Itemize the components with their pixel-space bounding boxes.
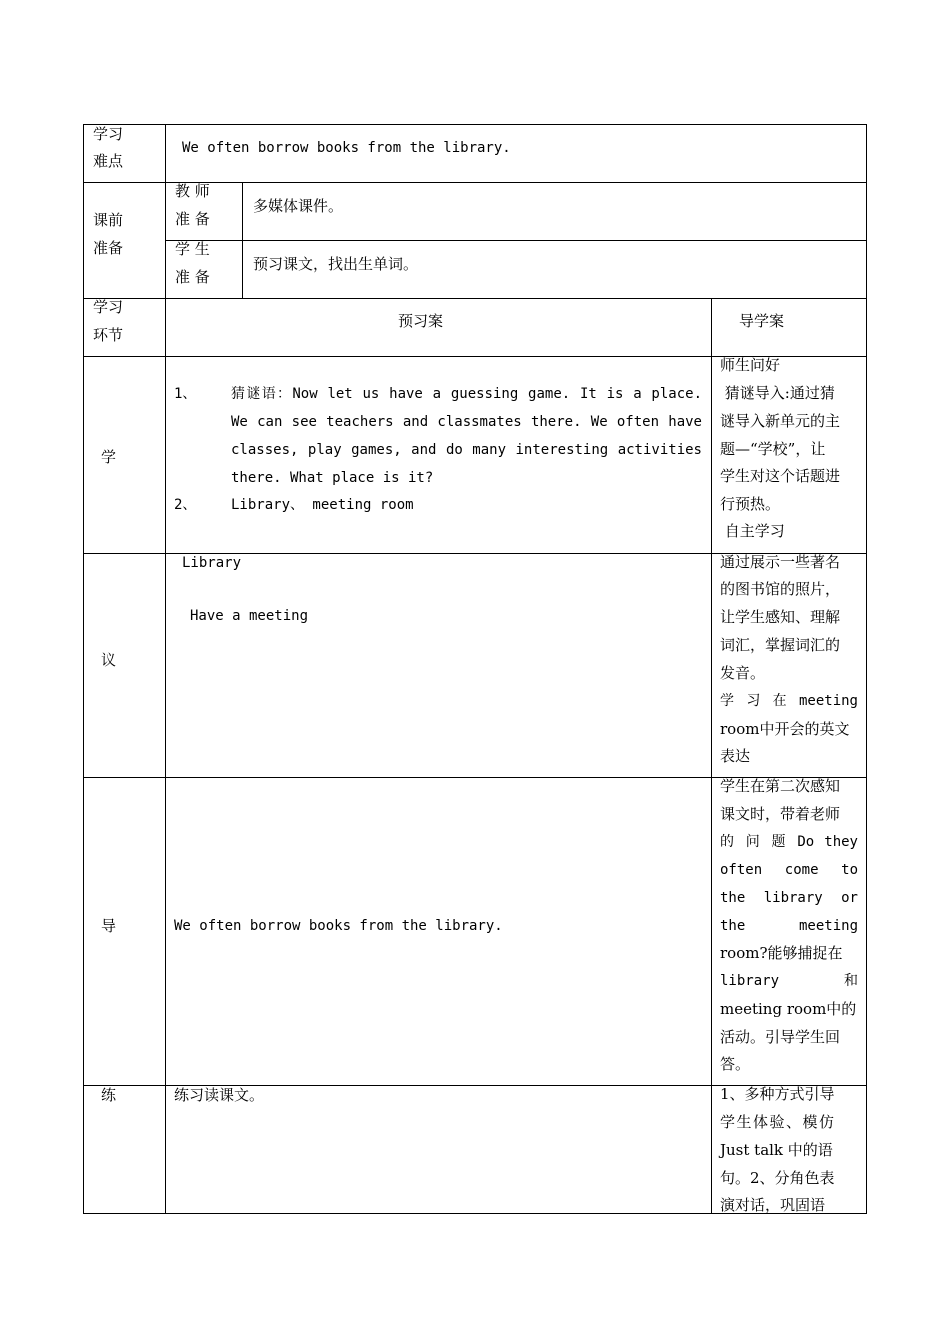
xue-item2-number: 2、 [174, 497, 197, 513]
stage-label-line2: 环节 [93, 326, 124, 344]
table-border-right [866, 124, 867, 1214]
yi-guide-line: 表达 [720, 747, 751, 765]
teacher-prep-content: 多媒体课件。 [253, 197, 344, 215]
section-label-yi: 议 [101, 651, 117, 669]
dao-guide-line: often come to [720, 862, 858, 878]
xue-guide-line: 学生对这个话题进 [720, 467, 841, 485]
dao-guide-line: library 和 [720, 973, 858, 989]
xue-item2-text: Library、 meeting room [231, 497, 414, 513]
table-border-left [83, 124, 84, 1214]
yi-guide-line: 通过展示一些著名 [720, 553, 841, 571]
xue-guide-line: 猜谜导入:通过猜 [720, 384, 835, 402]
dao-guide-line: room?能够捕捉在 [720, 944, 843, 962]
column-divider [242, 182, 243, 299]
dao-guide-line: meeting room中的 [720, 1000, 857, 1018]
dao-guide-line: 答。 [720, 1055, 751, 1073]
prep-label-line1: 课前 [93, 211, 124, 229]
xue-item1-number: 1、 [174, 386, 197, 402]
yi-guide-line: room中开会的英文 [720, 720, 850, 738]
xue-item1-line2: We can see teachers and classmates there. We often have [231, 414, 702, 430]
difficulty-content: We often borrow books from the library. [182, 140, 511, 156]
yi-guide-line: 让学生感知、理解 [720, 608, 841, 626]
xue-guide-line: 题—“学校”，让 [720, 440, 826, 458]
xue-guide-line: 自主学习 [720, 522, 785, 540]
lian-guide-line: 学生体验、模仿 [720, 1113, 836, 1131]
xue-item1-line4: there. What place is it? [231, 470, 434, 486]
difficulty-label-line1: 学习 [93, 125, 124, 143]
dao-guide-line: the library or [720, 890, 858, 906]
lian-guide-line: 句。2、分角色表 [720, 1169, 835, 1187]
yi-guide-line: 发音。 [720, 664, 766, 682]
prep-label-line2: 准备 [93, 239, 124, 257]
yi-line-have-a-meeting: Have a meeting [190, 608, 309, 624]
row-divider [165, 240, 867, 241]
student-prep-label-line2: 准 备 [175, 268, 210, 286]
yi-guide-line: 的图书馆的照片， [720, 580, 841, 598]
lian-guide-line: 演对话，巩固语 [720, 1196, 826, 1214]
section-label-dao: 导 [101, 917, 117, 935]
lian-guide-line: 1、多种方式引导 [720, 1085, 835, 1103]
dao-guide-line: 学生在第二次感知 [720, 777, 841, 795]
xue-guide-line: 谜导入新单元的主 [720, 412, 841, 430]
row-divider [83, 298, 867, 299]
dao-guide-line: the meeting [720, 918, 858, 934]
teacher-prep-label-line2: 准 备 [175, 210, 210, 228]
xue-guide-line: 行预热。 [720, 495, 781, 513]
xue-item1-line1: 猜谜语：Now let us have a guessing game. It is a place. [231, 386, 702, 402]
dao-guide-line: 的 问 题 Do they [720, 834, 858, 850]
section-label-xue: 学 [101, 448, 117, 466]
yi-guide-line: 学 习 在 meeting [720, 693, 858, 709]
student-prep-content: 预习课文，找出生单词。 [253, 255, 419, 273]
difficulty-label-line2: 难点 [93, 152, 124, 170]
yi-guide-line: 词汇，掌握词汇的 [720, 636, 841, 654]
stage-label-line1: 学习 [93, 298, 124, 316]
column-divider [165, 124, 166, 1214]
lian-content: 练习读课文。 [174, 1086, 265, 1104]
section-label-lian: 练 [101, 1086, 117, 1104]
column-header-preview: 预习案 [398, 312, 444, 330]
student-prep-label-line1: 学 生 [175, 240, 210, 258]
dao-guide-line: 活动。引导学生回 [720, 1028, 841, 1046]
table-border-top [83, 124, 867, 125]
xue-item1-line3: classes, play games, and do many interesting activities [231, 442, 702, 458]
column-header-guide: 导学案 [739, 312, 785, 330]
dao-content: We often borrow books from the library. [174, 918, 503, 934]
column-divider [711, 298, 712, 1214]
yi-line-library: Library [182, 555, 242, 571]
teacher-prep-label-line1: 教 师 [175, 182, 210, 200]
dao-guide-line: 课文时，带着老师 [720, 805, 841, 823]
lian-guide-line: Just talk 中的语 [720, 1141, 833, 1159]
xue-guide-line: 师生问好 [720, 356, 781, 374]
